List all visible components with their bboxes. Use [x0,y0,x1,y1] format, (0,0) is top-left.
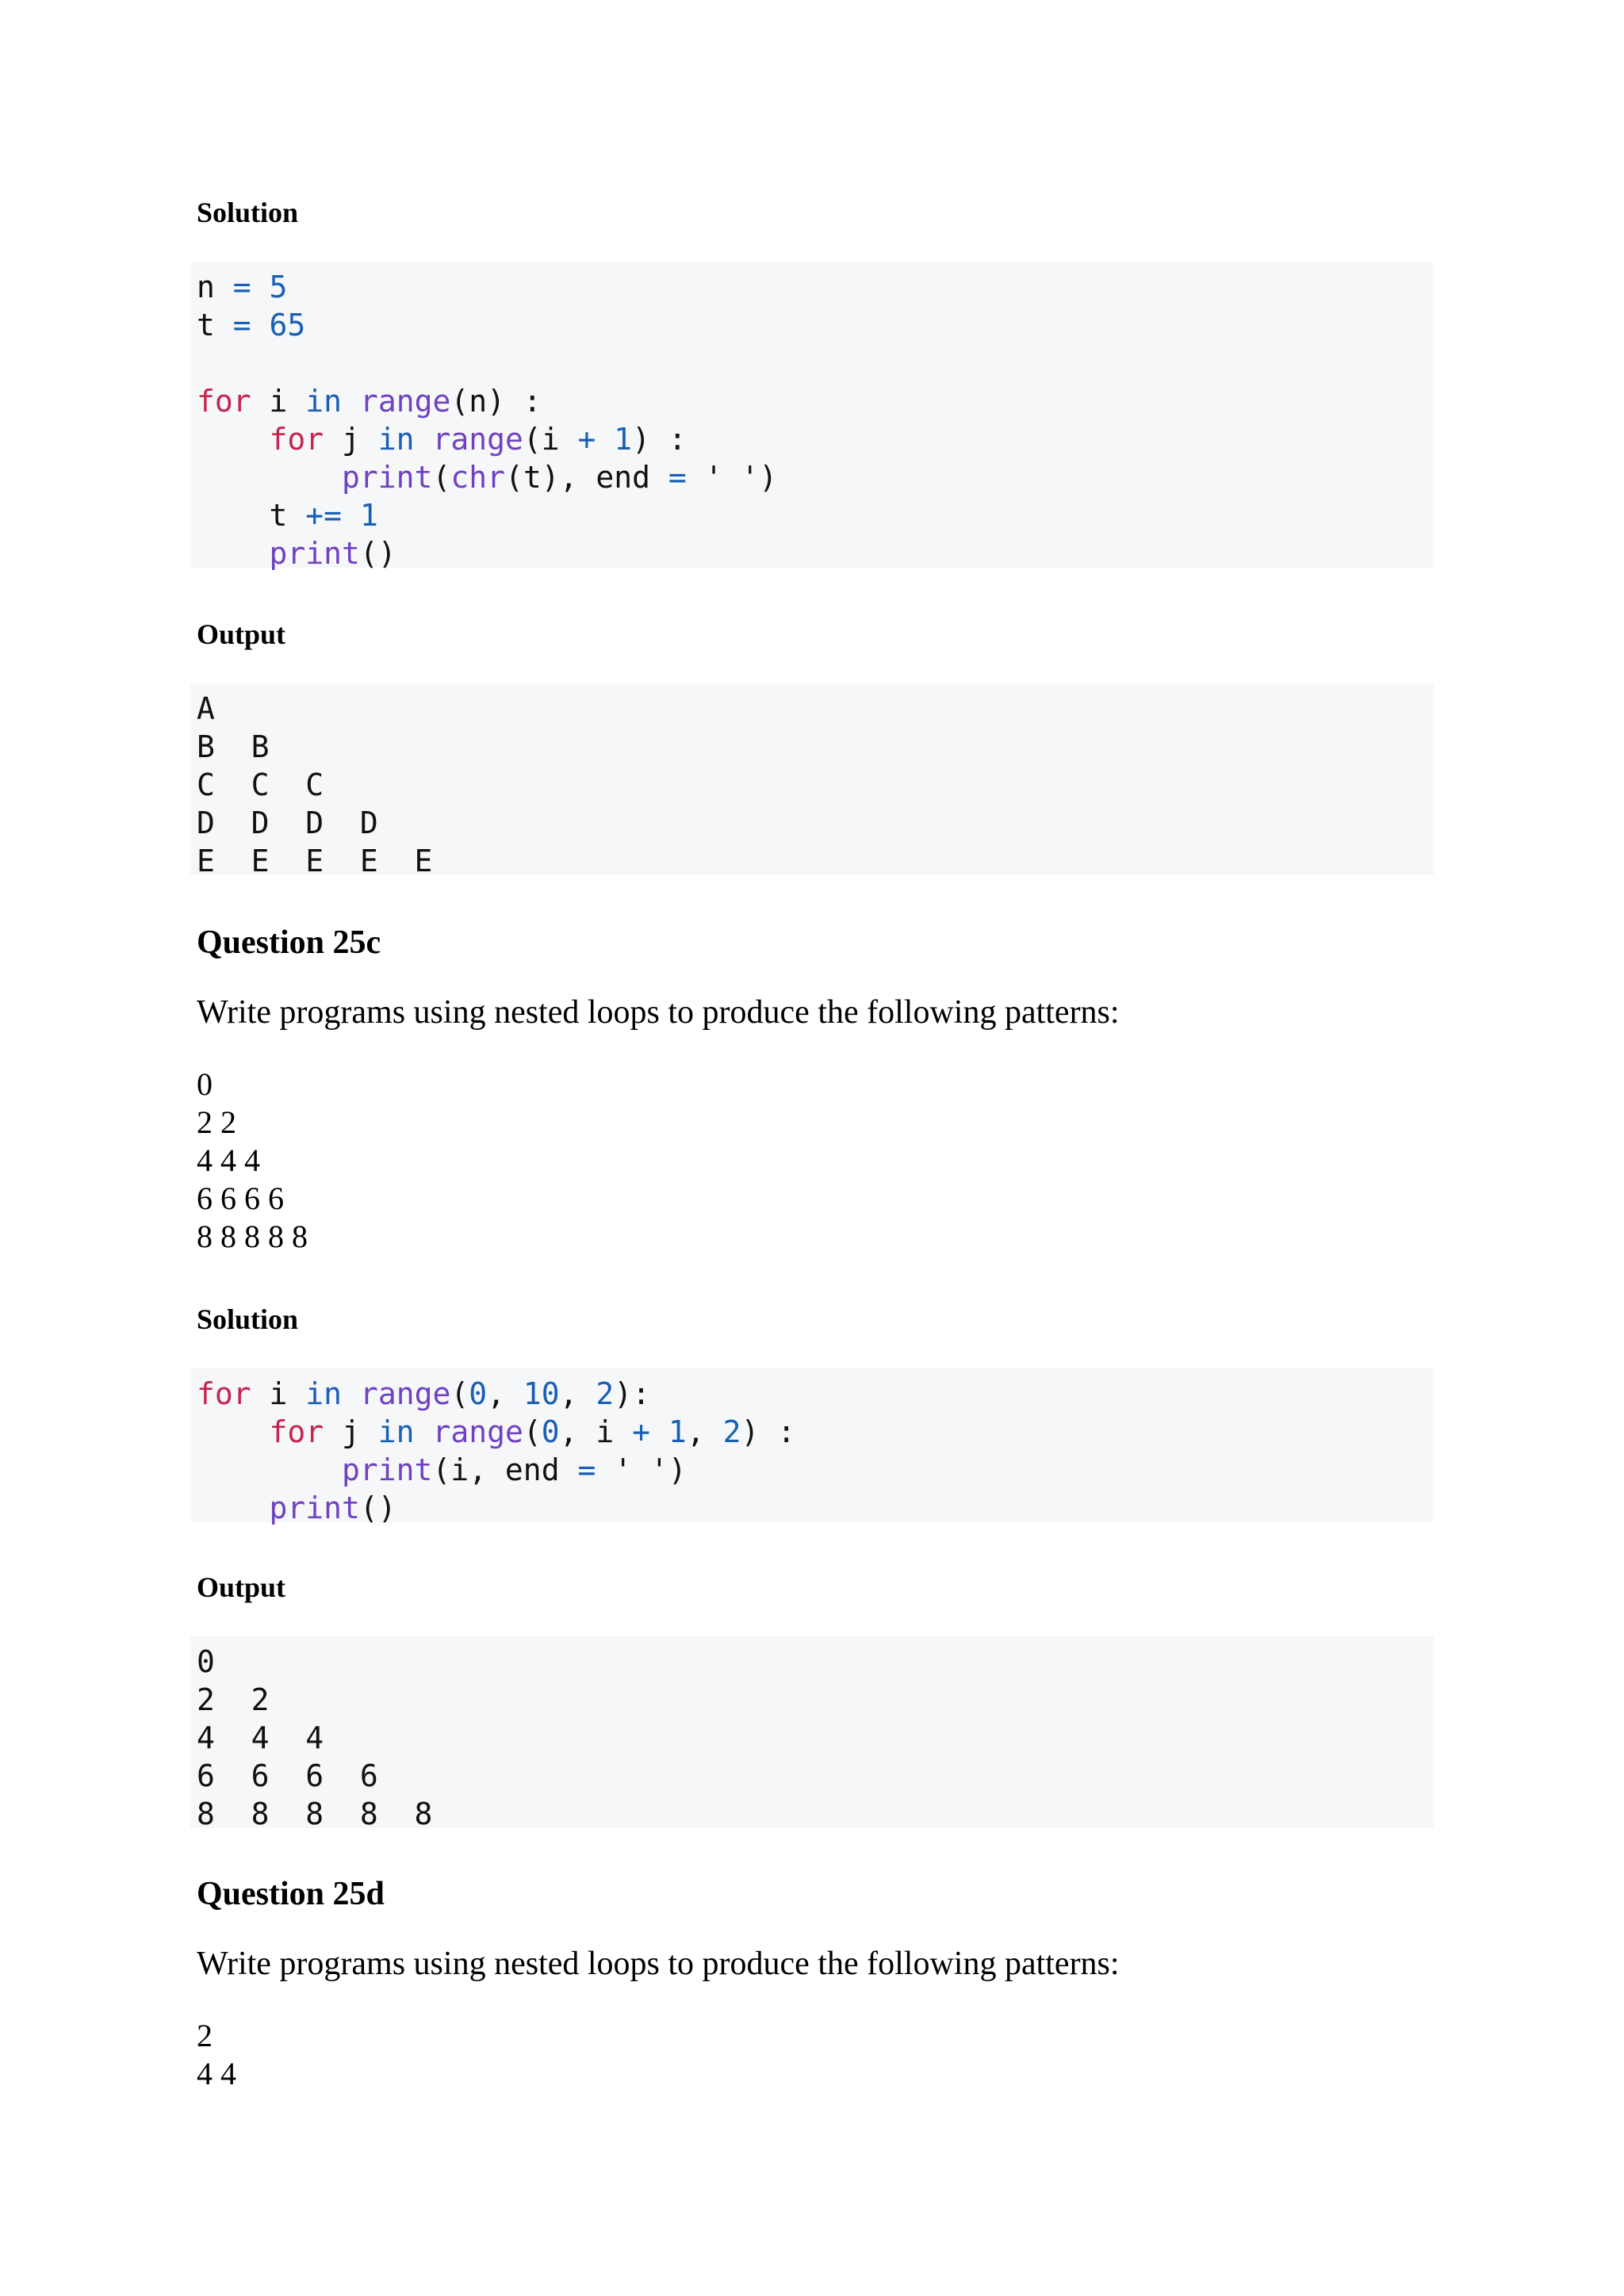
pattern-line: 4 4 4 [197,1142,260,1178]
question-25c-heading: Question 25c [197,924,381,961]
code-line: print() [269,536,396,571]
question-25d-text: Write programs using nested loops to produce the following patterns: [197,1946,1120,1982]
output-line: C C C [197,767,324,802]
solution-label: Solution [197,197,299,228]
code-line: print() [269,1490,396,1525]
code-line: for j in range(i + 1) : [269,422,687,457]
question-25c-pattern [197,1066,308,1256]
output-line: B B [197,729,270,764]
code-line: for i in range(0, 10, 2): [197,1376,651,1411]
code-line: n = 5 [197,270,288,304]
pattern-line: 8 8 8 8 8 [197,1219,308,1254]
code-line: t = 65 [197,308,306,342]
output-line: E E E E E [197,844,433,878]
pattern-line: 6 6 6 6 [197,1181,284,1216]
code-line [197,344,1434,382]
code-line: t += 1 [197,498,378,533]
output-line: D D D D [197,806,378,840]
solution-label: Solution [197,1303,299,1335]
solution-code-block [190,1368,1434,1525]
output-label: Output [197,1571,286,1603]
pattern-line: 4 4 [197,2056,236,2091]
output-line: 0 [197,1644,215,1679]
output-line: A [197,691,215,726]
solution-code [197,1375,1434,1527]
output-block [190,683,1434,878]
question-25d-pattern [197,2017,236,2093]
output-line: 2 2 [197,1682,270,1717]
code-line: print(chr(t), end = ' ') [342,460,778,495]
pattern-line: 0 [197,1066,213,1102]
question-25c-text: Write programs using nested loops to produce the following patterns: [197,994,1120,1031]
pattern-line: 2 2 [197,1104,236,1140]
output-text [197,1643,1434,1833]
code-line: print(i, end = ' ') [342,1452,687,1487]
question-25d-heading: Question 25d [197,1876,385,1912]
output-block [190,1636,1434,1831]
output-line: 4 4 4 [197,1720,324,1755]
output-text [197,690,1434,880]
code-line: for j in range(0, i + 1, 2) : [269,1414,796,1449]
output-line: 8 8 8 8 8 [197,1797,433,1831]
pattern-line: 2 [197,2018,213,2053]
output-line: 6 6 6 6 [197,1758,378,1793]
solution-code-block [190,262,1434,571]
output-label: Output [197,618,286,650]
solution-code [197,268,1434,572]
code-line: for i in range(n) : [197,384,542,419]
